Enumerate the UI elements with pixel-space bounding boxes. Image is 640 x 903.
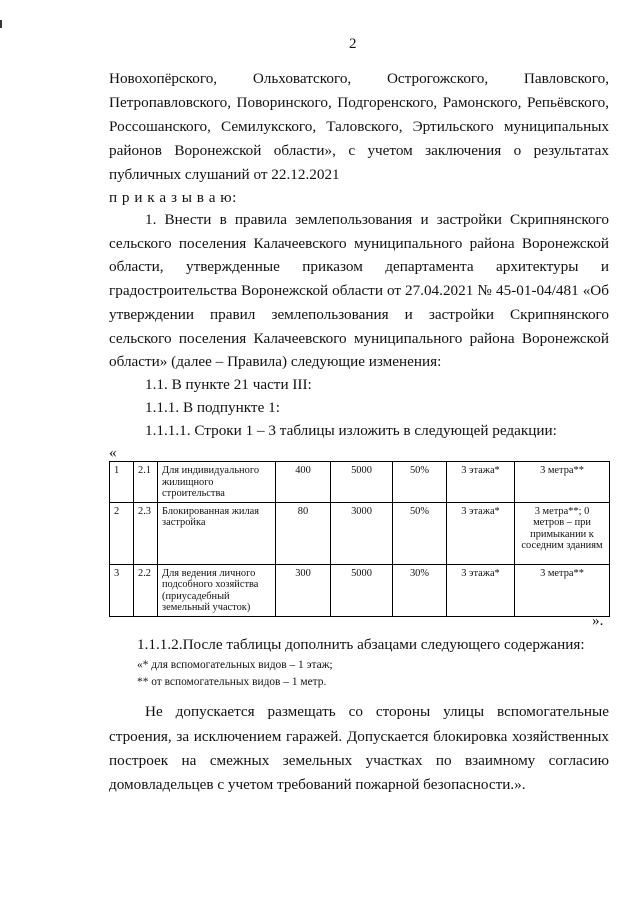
- table-cell: 30%: [393, 564, 447, 616]
- table-cell: 400: [276, 462, 331, 503]
- paragraph-first-line: Не допускается размещать со стороны улицы вспомогательные: [145, 703, 609, 720]
- text-line: Петропавловского, Поворинского, Подгоренского, Рамонского, Репьёвского,: [109, 94, 609, 111]
- table-cell: 3 этажа*: [447, 462, 515, 503]
- table-cell: 3 этажа*: [447, 502, 515, 564]
- table-cell: 300: [276, 564, 331, 616]
- table-cell: Для ведения личного подсобного хозяйства (приусадебный земельный участок): [158, 564, 276, 616]
- item-1-first-line: 1. Внести в правила землепользования и застройки Скрипнянского: [145, 211, 609, 228]
- footnote-2: ** от вспомогательных видов – 1 метр.: [137, 676, 327, 688]
- text-line: утверждении правил землепользования и застройки Скрипнянского: [109, 306, 609, 323]
- text-line: сельского поселения Калачеевского муниципального района Воронежской: [109, 235, 609, 252]
- table-row: [110, 502, 610, 564]
- text-line: домовладельцев с учетом требований пожарной безопасности.».: [109, 776, 526, 793]
- table-cell: 2.1: [134, 462, 158, 503]
- subclause-1-1: 1.1. В пункте 21 части III:: [145, 376, 312, 393]
- table-cell: 1: [110, 462, 134, 503]
- table-cell: 3 метра**; 0 метров – при примыкании к соседним зданиям: [515, 502, 610, 564]
- table-cell: Для индивидуального жилищного строительства: [158, 462, 276, 503]
- text-line: сельского поселения Калачеевского муниципального района Воронежской: [109, 330, 609, 347]
- subclause-1-1-1: 1.1.1. В подпункте 1:: [145, 399, 280, 416]
- text-line: строения, за исключением гаражей. Допускается блокировка хозяйственных: [109, 728, 609, 745]
- quote-close: ».: [592, 612, 604, 629]
- text-line: публичных слушаний от 22.12.2021: [109, 166, 340, 183]
- table-cell: 50%: [393, 462, 447, 503]
- table-cell: 2: [110, 502, 134, 564]
- table-cell: 2.2: [134, 564, 158, 616]
- table-row: [110, 564, 610, 616]
- page-number: 2: [349, 36, 357, 52]
- table-cell: 80: [276, 502, 331, 564]
- table-cell: 3 метра**: [515, 564, 610, 616]
- table-cell: 5000: [331, 462, 393, 503]
- table-cell: 3: [110, 564, 134, 616]
- zoning-table: [109, 461, 610, 617]
- table-cell: 3 этажа*: [447, 564, 515, 616]
- table-row: [110, 462, 610, 503]
- text-line: области» (далее – Правила) следующие изменения:: [109, 353, 442, 370]
- text-line: построек на смежных земельных участках по взаимному согласию: [109, 752, 609, 769]
- quote-open: «: [109, 444, 117, 461]
- order-word: п р и к а з ы в а ю:: [109, 189, 237, 206]
- subclause-1-1-1-1: 1.1.1.1. Строки 1 – 3 таблицы изложить в следующей редакции:: [145, 422, 557, 439]
- scan-edge-mark: [0, 20, 2, 28]
- table-cell: 3000: [331, 502, 393, 564]
- text-line: области, утвержденные приказом департамента архитектуры и: [109, 258, 609, 275]
- table-cell: 2.3: [134, 502, 158, 564]
- table-cell: 50%: [393, 502, 447, 564]
- table-cell: 5000: [331, 564, 393, 616]
- table-cell: 3 метра**: [515, 462, 610, 503]
- table-cell: Блокированная жилая застройка: [158, 502, 276, 564]
- text-line: Новохопёрского, Ольховатского, Острогожского, Павловского,: [109, 70, 609, 87]
- footnote-1: «* для вспомогательных видов – 1 этаж;: [137, 659, 333, 671]
- text-line: градостроительства Воронежской области от 27.04.2021 № 45-01-04/481 «Об: [109, 282, 609, 299]
- subclause-1-1-1-2: 1.1.1.2.После таблицы дополнить абзацами следующего содержания:: [137, 636, 585, 653]
- text-line: районов Воронежской области», с учетом заключения о результатах: [109, 142, 609, 159]
- text-line: Россошанского, Семилукского, Таловского, Эртильского муниципальных: [109, 118, 609, 135]
